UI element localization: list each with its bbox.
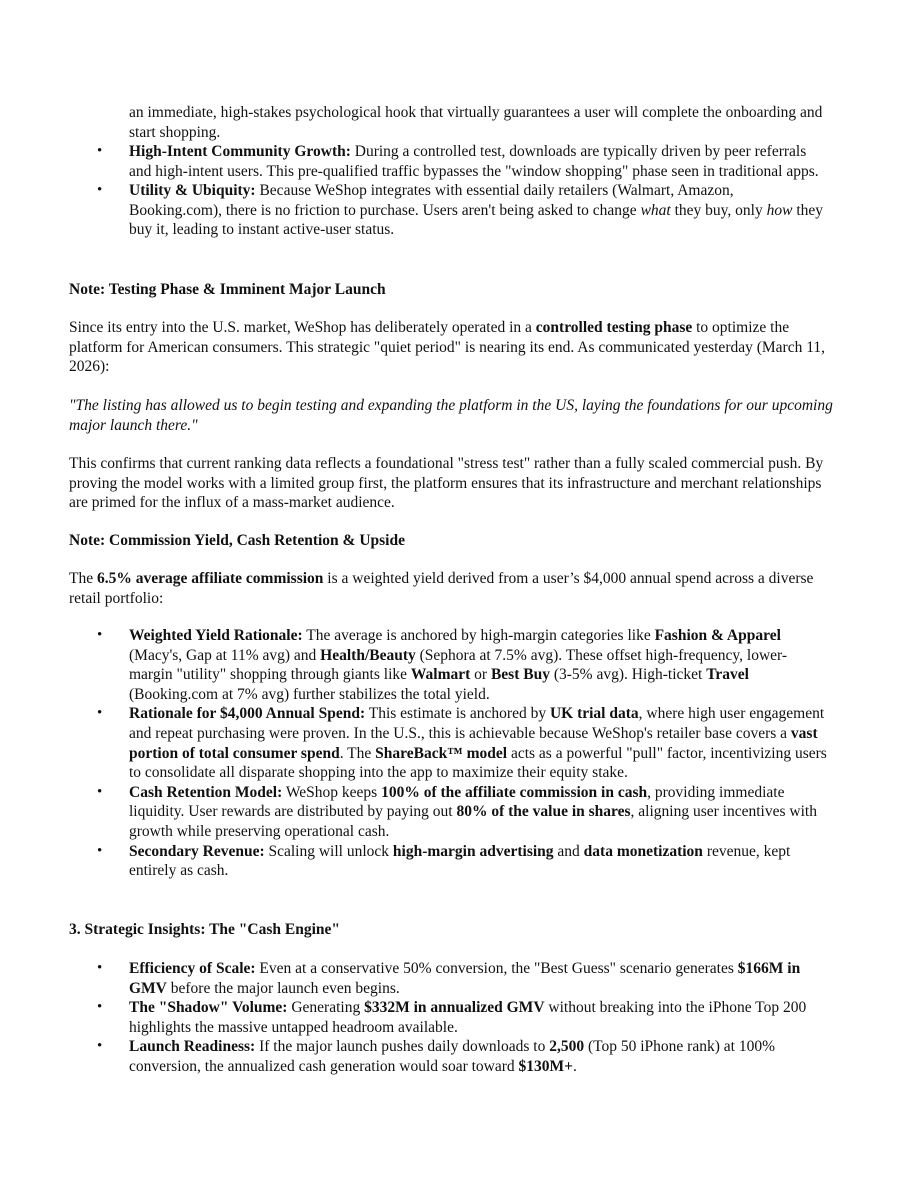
item-text: they buy, only — [670, 201, 767, 219]
item-text: Scaling will unlock — [264, 842, 393, 860]
paragraph-emphasis: controlled testing phase — [535, 319, 693, 336]
bullet-list-commission — [0, 626, 908, 881]
item-text: The average is anchored by high-margin categories like — [302, 627, 655, 644]
item-text: before the major launch even begins. — [166, 979, 400, 997]
paragraph-text: Since its entry into the U.S. market, WeShop has deliberately operated in a — [69, 319, 536, 336]
paragraph-emphasis: 6.5% average affiliate commission — [96, 570, 324, 587]
note-commission-heading: Note: Commission Yield, Cash Retention & Upside — [69, 532, 405, 549]
bullet-icon: • — [97, 842, 103, 859]
item-title: Secondary Revenue: — [129, 842, 265, 860]
bullet-icon: • — [97, 143, 103, 159]
item-text: and — [553, 842, 584, 860]
item-emphasis: 100% of the affiliate commission in cash — [381, 783, 648, 801]
item-emphasis: high-margin advertising — [392, 842, 554, 860]
item-text: . The — [339, 744, 376, 762]
bullet-list-insights — [0, 959, 908, 1077]
item-emphasis: how — [766, 201, 793, 219]
item-text: , where high user engagement and repeat purchasing were proven. In the U.S., this is achievable because WeShop's retailer base covers a — [129, 705, 825, 742]
launch-quote: "The listing has allowed us to begin testing and expanding the platform in the US, laying the foundations for our upcoming major launch there." — [69, 397, 833, 434]
list-item — [0, 842, 829, 881]
item-emphasis: Health/Beauty — [320, 646, 416, 664]
item-emphasis: data monetization — [583, 842, 703, 860]
item-emphasis: Best Buy — [490, 666, 550, 684]
item-text: Even at a conservative 50% conversion, the "Best Guess" scenario generates — [255, 960, 738, 977]
list-item — [0, 783, 829, 842]
item-title: Weighted Yield Rationale: — [129, 627, 303, 644]
item-text: (Top 50 iPhone rank) at 100% conversion, the annualized cash generation would soar toward — [129, 1038, 775, 1075]
commission-intro-paragraph — [69, 569, 839, 608]
item-title: Efficiency of Scale: — [129, 960, 256, 977]
item-title: The "Shadow" Volume: — [129, 999, 288, 1017]
item-emphasis: vast portion of total consumer spend — [129, 724, 818, 762]
item-text: revenue, kept entirely as cash. — [129, 842, 791, 880]
item-title: Rationale for $4,000 Annual Spend: — [129, 705, 366, 723]
item-text: If the major launch pushes daily downloads to — [255, 1038, 550, 1056]
item-emphasis: Travel — [706, 666, 749, 684]
item-emphasis: Fashion & Apparel — [654, 627, 781, 644]
item-text: , providing immediate liquidity. User rewards are distributed by paying out — [129, 783, 785, 821]
item-text: or — [470, 666, 491, 684]
item-text: , aligning user incentives with growth while preserving operational cash. — [129, 803, 817, 840]
item-emphasis: $166M in GMV — [129, 960, 801, 997]
item-text: During a controlled test, downloads are typically driven by peer referrals and high-intent users. This pre-qualified traffic bypasses the "window shopping" phase seen in traditional apps. — [129, 143, 819, 180]
item-text: This estimate is anchored by — [365, 705, 550, 723]
item-emphasis: $332M in annualized GMV — [364, 999, 545, 1017]
item-emphasis: what — [640, 201, 671, 219]
bullet-icon: • — [97, 182, 103, 199]
item-title: High-Intent Community Growth: — [129, 143, 351, 160]
list-item — [0, 959, 829, 998]
item-text: Generating — [287, 999, 365, 1017]
bullet-icon: • — [97, 960, 103, 976]
stress-test-paragraph: This confirms that current ranking data reflects a foundational "stress test" rather than a fully scaled commercial push. By proving the model works with a limited group first, the platform ensures that its infrastructure and merchant relationships are primed for the influx of a mass-market audience. — [69, 455, 824, 512]
item-emphasis: Walmart — [410, 666, 471, 684]
item-text: (Booking.com at 7% avg) further stabilizes the total yield. — [129, 685, 490, 703]
bullet-icon: • — [97, 1038, 103, 1055]
continuation-text: an immediate, high-stakes psychological hook that virtually guarantees a user will complete the onboarding and start shopping. — [129, 104, 823, 141]
item-text: (Macy's, Gap at 11% avg) and — [129, 646, 321, 664]
bullet-icon: • — [97, 705, 103, 722]
paragraph-text: to optimize the platform for American consumers. This strategic "quiet period" is nearing its end. As communicated yesterday (March 11, 2026): — [69, 319, 826, 376]
item-text: acts as a powerful "pull" factor, incentivizing users to consolidate all disparate shopping into the app to maximize their equity stake. — [129, 744, 827, 782]
item-title: Launch Readiness: — [129, 1038, 256, 1056]
item-text: WeShop keeps — [282, 783, 382, 801]
list-item — [0, 626, 829, 704]
item-text: . — [573, 1057, 577, 1075]
list-item — [0, 181, 829, 240]
item-emphasis: 80% of the value in shares — [456, 803, 631, 821]
list-item — [0, 142, 829, 181]
item-text: (3-5% avg). High-ticket — [549, 666, 707, 684]
bullet-icon: • — [97, 783, 103, 800]
bullet-list-growth — [0, 142, 908, 240]
item-text: Because WeShop integrates with essential daily retailers (Walmart, Amazon, Booking.com), there is no friction to purchase. Users aren't being asked to change — [129, 182, 734, 219]
item-text: without breaking into the iPhone Top 200 highlights the massive untapped headroom available. — [129, 999, 807, 1036]
list-item — [0, 998, 829, 1037]
item-emphasis: ShareBack™ model — [375, 744, 508, 762]
section-3-heading: 3. Strategic Insights: The "Cash Engine" — [69, 921, 340, 938]
item-text: (Sephora at 7.5% avg). These offset high-frequency, lower-margin "utility" shopping through giants like — [129, 646, 788, 684]
note-testing-heading: Note: Testing Phase & Imminent Major Launch — [69, 281, 386, 298]
bullet-icon: • — [97, 627, 103, 643]
list-item — [0, 1037, 829, 1076]
item-title: Cash Retention Model: — [129, 783, 283, 801]
bullet-icon: • — [97, 999, 103, 1016]
paragraph-text: The — [69, 570, 97, 587]
paragraph-text: is a weighted yield derived from a user’s $4,000 annual spend across a diverse retail portfolio: — [69, 570, 814, 607]
item-title: Utility & Ubiquity: — [129, 182, 256, 200]
item-emphasis: UK trial data — [549, 705, 639, 723]
list-item — [0, 704, 829, 782]
item-emphasis: $130M+ — [518, 1057, 573, 1075]
note-testing-paragraph — [69, 318, 839, 377]
item-emphasis: 2,500 — [549, 1038, 585, 1056]
item-text: they buy it, leading to instant active-user status. — [129, 201, 823, 239]
bullet-continuation — [129, 103, 829, 142]
